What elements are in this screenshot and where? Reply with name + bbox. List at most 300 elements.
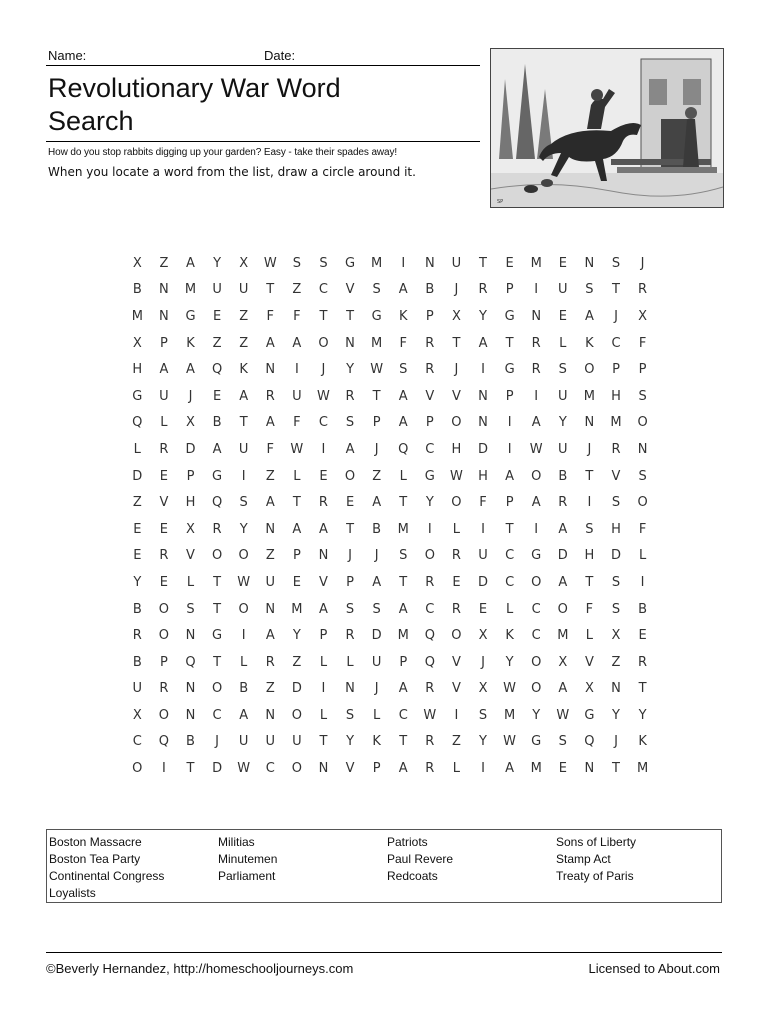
grid-letter[interactable]: G: [371, 308, 382, 324]
grid-letter[interactable]: A: [584, 308, 594, 324]
grid-letter[interactable]: C: [398, 707, 408, 723]
grid-letter[interactable]: A: [159, 362, 169, 378]
grid-letter[interactable]: R: [425, 335, 435, 351]
grid-letter[interactable]: S: [345, 415, 355, 431]
grid-letter[interactable]: B: [212, 415, 222, 431]
grid-letter[interactable]: S: [611, 574, 621, 590]
grid-letter[interactable]: V: [319, 574, 328, 590]
grid-letter[interactable]: V: [345, 761, 355, 777]
grid-letter[interactable]: Y: [479, 308, 487, 324]
grid-letter[interactable]: C: [212, 707, 222, 723]
grid-letter[interactable]: J: [374, 441, 379, 457]
grid-letter[interactable]: E: [452, 574, 461, 590]
grid-letter[interactable]: X: [478, 681, 488, 697]
grid-letter[interactable]: R: [425, 761, 435, 777]
grid-letter[interactable]: A: [398, 415, 408, 431]
grid-letter[interactable]: T: [186, 761, 195, 777]
grid-letter[interactable]: C: [425, 441, 435, 457]
grid-letter[interactable]: F: [293, 415, 301, 431]
grid-letter[interactable]: M: [557, 628, 569, 644]
grid-letter[interactable]: S: [345, 601, 355, 617]
grid-letter[interactable]: Q: [132, 415, 143, 431]
grid-letter[interactable]: Z: [159, 255, 169, 271]
grid-letter[interactable]: P: [638, 362, 647, 378]
grid-letter[interactable]: Y: [239, 521, 248, 537]
grid-letter[interactable]: K: [186, 335, 195, 351]
grid-letter[interactable]: O: [531, 574, 542, 590]
grid-letter[interactable]: E: [505, 255, 514, 271]
grid-letter[interactable]: E: [133, 521, 142, 537]
grid-letter[interactable]: I: [587, 495, 592, 511]
grid-letter[interactable]: S: [638, 388, 647, 404]
grid-letter[interactable]: H: [185, 495, 196, 511]
grid-letter[interactable]: G: [531, 734, 542, 750]
grid-letter[interactable]: S: [399, 548, 408, 564]
grid-letter[interactable]: S: [292, 255, 301, 271]
grid-letter[interactable]: T: [612, 282, 620, 298]
grid-letter[interactable]: L: [452, 761, 461, 777]
grid-letter[interactable]: Z: [451, 734, 461, 750]
grid-letter[interactable]: P: [159, 654, 168, 670]
grid-letter[interactable]: U: [212, 282, 222, 298]
grid-letter[interactable]: R: [531, 335, 541, 351]
grid-letter[interactable]: U: [558, 441, 568, 457]
grid-letter[interactable]: A: [372, 495, 382, 511]
grid-letter[interactable]: M: [397, 521, 409, 537]
grid-letter[interactable]: C: [505, 548, 515, 564]
grid-letter[interactable]: P: [505, 388, 514, 404]
grid-letter[interactable]: T: [638, 681, 647, 697]
grid-letter[interactable]: U: [451, 255, 462, 271]
grid-letter[interactable]: G: [504, 308, 515, 324]
grid-letter[interactable]: I: [401, 255, 406, 271]
grid-letter[interactable]: A: [265, 495, 275, 511]
grid-letter[interactable]: R: [425, 574, 435, 590]
grid-letter[interactable]: J: [374, 548, 379, 564]
grid-letter[interactable]: Z: [372, 468, 382, 484]
grid-letter[interactable]: H: [478, 468, 488, 484]
grid-letter[interactable]: Q: [398, 441, 409, 457]
grid-letter[interactable]: R: [451, 601, 461, 617]
grid-letter[interactable]: D: [185, 441, 196, 457]
grid-letter[interactable]: E: [558, 255, 567, 271]
grid-letter[interactable]: T: [399, 495, 408, 511]
grid-letter[interactable]: E: [345, 495, 355, 511]
grid-letter[interactable]: Q: [211, 362, 223, 378]
grid-letter[interactable]: O: [584, 362, 595, 378]
grid-letter[interactable]: N: [265, 362, 276, 378]
grid-letter[interactable]: X: [611, 628, 621, 644]
grid-letter[interactable]: N: [185, 628, 196, 644]
grid-letter[interactable]: D: [478, 441, 489, 457]
grid-letter[interactable]: R: [531, 362, 541, 378]
grid-letter[interactable]: W: [423, 707, 437, 723]
grid-letter[interactable]: Y: [638, 707, 647, 723]
grid-letter[interactable]: Y: [346, 734, 355, 750]
grid-letter[interactable]: V: [584, 654, 594, 670]
grid-letter[interactable]: Z: [265, 548, 275, 564]
grid-letter[interactable]: D: [212, 761, 223, 777]
grid-letter[interactable]: R: [558, 495, 568, 511]
grid-letter[interactable]: V: [451, 654, 461, 670]
grid-letter[interactable]: O: [451, 495, 462, 511]
grid-letter[interactable]: C: [132, 734, 142, 750]
grid-letter[interactable]: A: [212, 441, 222, 457]
grid-letter[interactable]: R: [265, 654, 275, 670]
grid-letter[interactable]: Y: [292, 628, 301, 644]
grid-letter[interactable]: R: [638, 282, 648, 298]
grid-letter[interactable]: G: [212, 628, 223, 644]
grid-letter[interactable]: A: [186, 362, 195, 378]
grid-letter[interactable]: T: [213, 601, 222, 617]
grid-letter[interactable]: F: [585, 601, 594, 617]
grid-letter[interactable]: R: [132, 628, 142, 644]
grid-letter[interactable]: P: [425, 415, 434, 431]
grid-letter[interactable]: T: [266, 282, 275, 298]
grid-letter[interactable]: J: [321, 362, 326, 378]
grid-letter[interactable]: O: [291, 707, 302, 723]
grid-letter[interactable]: I: [427, 521, 432, 537]
grid-letter[interactable]: D: [610, 548, 621, 564]
grid-letter[interactable]: U: [238, 734, 249, 750]
grid-letter[interactable]: A: [398, 761, 408, 777]
grid-letter[interactable]: A: [558, 681, 568, 697]
grid-letter[interactable]: R: [265, 388, 275, 404]
grid-letter[interactable]: O: [531, 681, 542, 697]
grid-letter[interactable]: G: [185, 308, 196, 324]
grid-letter[interactable]: Q: [185, 654, 196, 670]
grid-letter[interactable]: P: [186, 468, 195, 484]
grid-letter[interactable]: L: [293, 468, 301, 484]
grid-letter[interactable]: N: [265, 521, 276, 537]
grid-letter[interactable]: X: [638, 308, 648, 324]
grid-letter[interactable]: L: [638, 548, 647, 564]
grid-letter[interactable]: F: [399, 335, 407, 351]
grid-letter[interactable]: O: [238, 601, 249, 617]
grid-letter[interactable]: A: [239, 707, 249, 723]
grid-letter[interactable]: O: [424, 548, 435, 564]
grid-letter[interactable]: R: [611, 441, 621, 457]
grid-letter[interactable]: R: [425, 734, 435, 750]
grid-letter[interactable]: L: [186, 574, 195, 590]
grid-letter[interactable]: A: [186, 255, 195, 271]
grid-letter[interactable]: A: [265, 415, 275, 431]
grid-letter[interactable]: F: [479, 495, 487, 511]
grid-letter[interactable]: W: [237, 574, 251, 590]
grid-letter[interactable]: H: [611, 388, 621, 404]
grid-letter[interactable]: M: [610, 415, 622, 431]
grid-letter[interactable]: T: [452, 335, 461, 351]
grid-letter[interactable]: R: [345, 388, 355, 404]
grid-letter[interactable]: C: [318, 415, 328, 431]
grid-letter[interactable]: M: [530, 761, 542, 777]
grid-letter[interactable]: T: [239, 415, 248, 431]
grid-letter[interactable]: T: [319, 734, 328, 750]
grid-letter[interactable]: P: [346, 574, 354, 590]
grid-letter[interactable]: R: [638, 654, 648, 670]
grid-letter[interactable]: A: [558, 521, 568, 537]
grid-letter[interactable]: J: [587, 441, 592, 457]
grid-letter[interactable]: C: [425, 601, 435, 617]
grid-letter[interactable]: X: [132, 707, 142, 723]
grid-letter[interactable]: R: [425, 681, 435, 697]
grid-letter[interactable]: S: [345, 707, 355, 723]
grid-letter[interactable]: O: [451, 628, 462, 644]
grid-letter[interactable]: A: [398, 388, 408, 404]
grid-letter[interactable]: N: [265, 601, 276, 617]
grid-letter[interactable]: Y: [133, 574, 142, 590]
grid-letter[interactable]: A: [531, 495, 541, 511]
grid-letter[interactable]: E: [212, 388, 222, 404]
grid-letter[interactable]: V: [451, 388, 461, 404]
grid-letter[interactable]: L: [240, 654, 248, 670]
grid-letter[interactable]: A: [292, 335, 302, 351]
grid-letter[interactable]: K: [505, 628, 514, 644]
grid-letter[interactable]: M: [371, 335, 383, 351]
grid-letter[interactable]: U: [238, 441, 249, 457]
grid-letter[interactable]: O: [291, 761, 302, 777]
grid-letter[interactable]: Q: [158, 734, 169, 750]
grid-letter[interactable]: W: [503, 681, 517, 697]
grid-letter[interactable]: X: [132, 255, 142, 271]
grid-letter[interactable]: T: [213, 654, 222, 670]
grid-letter[interactable]: I: [640, 574, 645, 590]
grid-letter[interactable]: C: [318, 282, 328, 298]
grid-letter[interactable]: L: [160, 415, 168, 431]
grid-letter[interactable]: E: [159, 468, 168, 484]
grid-letter[interactable]: P: [372, 415, 381, 431]
grid-letter[interactable]: I: [507, 441, 512, 457]
grid-letter[interactable]: P: [292, 548, 301, 564]
grid-letter[interactable]: H: [584, 548, 595, 564]
grid-letter[interactable]: U: [558, 388, 568, 404]
grid-letter[interactable]: N: [478, 415, 488, 431]
grid-letter[interactable]: M: [530, 255, 542, 271]
grid-letter[interactable]: S: [186, 601, 195, 617]
grid-letter[interactable]: I: [161, 761, 166, 777]
grid-letter[interactable]: G: [424, 468, 435, 484]
grid-letter[interactable]: M: [397, 628, 409, 644]
grid-letter[interactable]: L: [346, 654, 354, 670]
grid-letter[interactable]: W: [237, 761, 251, 777]
grid-letter[interactable]: S: [558, 734, 567, 750]
grid-letter[interactable]: X: [478, 628, 488, 644]
grid-letter[interactable]: L: [373, 707, 381, 723]
grid-letter[interactable]: A: [345, 441, 355, 457]
grid-letter[interactable]: Y: [425, 495, 434, 511]
grid-letter[interactable]: X: [239, 255, 249, 271]
grid-letter[interactable]: K: [585, 335, 594, 351]
grid-letter[interactable]: A: [505, 761, 515, 777]
grid-letter[interactable]: Q: [584, 734, 595, 750]
grid-letter[interactable]: E: [133, 548, 142, 564]
grid-letter[interactable]: E: [319, 468, 328, 484]
grid-letter[interactable]: L: [133, 441, 141, 457]
grid-letter[interactable]: A: [292, 521, 302, 537]
grid-letter[interactable]: U: [478, 548, 488, 564]
grid-letter[interactable]: B: [239, 681, 249, 697]
grid-letter[interactable]: O: [557, 601, 568, 617]
grid-letter[interactable]: V: [451, 681, 461, 697]
grid-letter[interactable]: S: [372, 282, 381, 298]
grid-letter[interactable]: B: [638, 601, 648, 617]
grid-letter[interactable]: U: [265, 574, 276, 590]
grid-letter[interactable]: A: [319, 521, 328, 537]
grid-letter[interactable]: U: [265, 734, 276, 750]
grid-letter[interactable]: S: [399, 362, 408, 378]
grid-letter[interactable]: S: [638, 468, 647, 484]
grid-letter[interactable]: J: [481, 654, 485, 670]
grid-letter[interactable]: C: [531, 601, 541, 617]
grid-letter[interactable]: M: [636, 761, 649, 777]
grid-letter[interactable]: R: [159, 681, 169, 697]
grid-letter[interactable]: O: [318, 335, 329, 351]
grid-letter[interactable]: L: [505, 601, 514, 617]
grid-letter[interactable]: E: [159, 521, 168, 537]
grid-letter[interactable]: O: [344, 468, 356, 484]
grid-letter[interactable]: I: [481, 362, 485, 378]
grid-letter[interactable]: O: [158, 628, 169, 644]
grid-letter[interactable]: Z: [292, 654, 302, 670]
grid-letter[interactable]: A: [239, 388, 249, 404]
grid-letter[interactable]: R: [345, 628, 355, 644]
grid-letter[interactable]: Q: [424, 654, 435, 670]
grid-letter[interactable]: K: [638, 734, 647, 750]
grid-letter[interactable]: R: [425, 362, 435, 378]
grid-letter[interactable]: U: [132, 681, 143, 697]
grid-letter[interactable]: I: [241, 468, 246, 484]
grid-letter[interactable]: T: [505, 335, 514, 351]
grid-letter[interactable]: Z: [212, 335, 222, 351]
grid-letter[interactable]: O: [158, 707, 169, 723]
grid-letter[interactable]: T: [319, 308, 328, 324]
grid-letter[interactable]: M: [184, 282, 197, 298]
grid-letter[interactable]: B: [558, 468, 568, 484]
grid-letter[interactable]: N: [265, 707, 276, 723]
grid-letter[interactable]: N: [584, 415, 595, 431]
grid-letter[interactable]: O: [158, 601, 169, 617]
grid-letter[interactable]: O: [637, 495, 648, 511]
grid-letter[interactable]: F: [266, 308, 274, 324]
grid-letter[interactable]: D: [371, 628, 382, 644]
grid-letter[interactable]: N: [318, 548, 329, 564]
grid-letter[interactable]: J: [454, 282, 459, 298]
grid-letter[interactable]: P: [505, 495, 514, 511]
grid-letter[interactable]: E: [212, 308, 222, 324]
grid-letter[interactable]: H: [132, 362, 143, 378]
grid-letter[interactable]: I: [321, 441, 326, 457]
grid-letter[interactable]: N: [611, 681, 621, 697]
grid-letter[interactable]: N: [478, 388, 488, 404]
grid-letter[interactable]: I: [481, 521, 485, 537]
grid-letter[interactable]: T: [292, 495, 301, 511]
grid-letter[interactable]: K: [239, 362, 248, 378]
grid-letter[interactable]: T: [585, 468, 594, 484]
grid-letter[interactable]: H: [451, 441, 462, 457]
grid-letter[interactable]: X: [584, 681, 594, 697]
grid-letter[interactable]: T: [399, 574, 408, 590]
grid-letter[interactable]: W: [503, 734, 517, 750]
grid-letter[interactable]: W: [317, 388, 330, 404]
grid-letter[interactable]: T: [213, 574, 222, 590]
grid-letter[interactable]: W: [449, 468, 463, 484]
grid-letter[interactable]: S: [558, 362, 567, 378]
grid-letter[interactable]: V: [345, 282, 355, 298]
grid-letter[interactable]: S: [611, 495, 621, 511]
grid-letter[interactable]: I: [534, 521, 539, 537]
grid-letter[interactable]: W: [263, 255, 277, 271]
grid-letter[interactable]: L: [452, 521, 461, 537]
grid-letter[interactable]: Z: [265, 468, 275, 484]
grid-letter[interactable]: S: [611, 255, 621, 271]
grid-letter[interactable]: X: [186, 521, 195, 537]
grid-letter[interactable]: J: [348, 548, 352, 564]
grid-letter[interactable]: B: [132, 601, 142, 617]
grid-letter[interactable]: U: [371, 654, 382, 670]
grid-letter[interactable]: L: [559, 335, 567, 351]
grid-letter[interactable]: P: [425, 308, 434, 324]
grid-letter[interactable]: W: [370, 362, 384, 378]
grid-letter[interactable]: I: [534, 282, 539, 298]
grid-letter[interactable]: A: [531, 415, 541, 431]
grid-letter[interactable]: N: [531, 308, 542, 324]
grid-letter[interactable]: P: [319, 628, 328, 644]
grid-letter[interactable]: O: [531, 654, 542, 670]
grid-letter[interactable]: N: [185, 707, 196, 723]
grid-letter[interactable]: S: [611, 601, 621, 617]
grid-letter[interactable]: S: [319, 255, 328, 271]
grid-letter[interactable]: U: [238, 282, 249, 298]
grid-letter[interactable]: M: [583, 388, 595, 404]
grid-letter[interactable]: Z: [239, 335, 249, 351]
grid-letter[interactable]: B: [132, 282, 142, 298]
grid-letter[interactable]: A: [478, 335, 488, 351]
grid-letter[interactable]: C: [505, 574, 515, 590]
grid-letter[interactable]: I: [507, 415, 512, 431]
grid-letter[interactable]: Y: [558, 415, 567, 431]
grid-letter[interactable]: E: [478, 601, 488, 617]
grid-letter[interactable]: E: [292, 574, 301, 590]
grid-letter[interactable]: I: [454, 707, 459, 723]
grid-letter[interactable]: Y: [213, 255, 222, 271]
grid-letter[interactable]: J: [614, 308, 618, 324]
grid-letter[interactable]: B: [132, 654, 142, 670]
grid-letter[interactable]: N: [318, 761, 329, 777]
grid-letter[interactable]: A: [319, 601, 328, 617]
grid-letter[interactable]: Y: [612, 707, 620, 723]
grid-letter[interactable]: E: [638, 628, 647, 644]
grid-letter[interactable]: B: [186, 734, 195, 750]
grid-letter[interactable]: C: [265, 761, 275, 777]
grid-letter[interactable]: Z: [239, 308, 249, 324]
grid-letter[interactable]: L: [585, 628, 594, 644]
grid-letter[interactable]: N: [185, 681, 196, 697]
grid-letter[interactable]: K: [372, 734, 381, 750]
grid-letter[interactable]: M: [131, 308, 143, 324]
grid-letter[interactable]: T: [372, 388, 381, 404]
grid-letter[interactable]: B: [372, 521, 382, 537]
grid-letter[interactable]: A: [398, 601, 408, 617]
grid-letter[interactable]: V: [425, 388, 435, 404]
grid-letter[interactable]: U: [558, 282, 568, 298]
grid-letter[interactable]: M: [291, 601, 303, 617]
grid-letter[interactable]: S: [585, 521, 594, 537]
grid-letter[interactable]: B: [425, 282, 435, 298]
grid-letter[interactable]: O: [211, 548, 223, 564]
grid-letter[interactable]: D: [291, 681, 302, 697]
grid-letter[interactable]: J: [454, 362, 459, 378]
grid-letter[interactable]: A: [372, 574, 382, 590]
